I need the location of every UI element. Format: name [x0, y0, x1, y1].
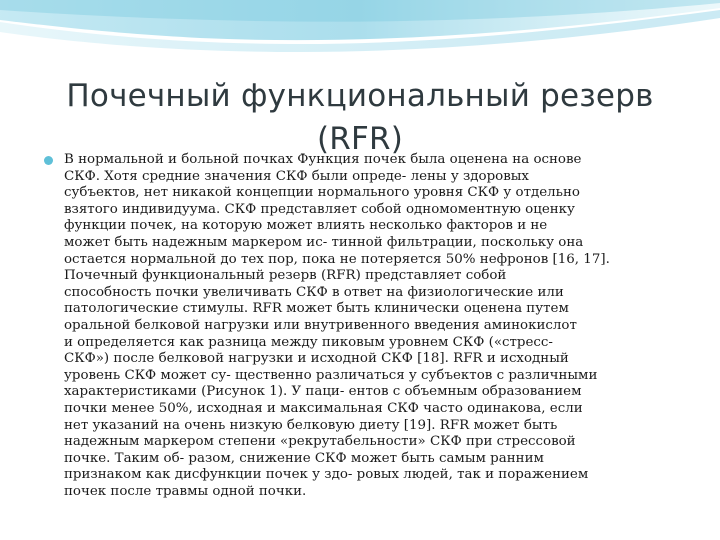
wave-swoosh-icon [0, 0, 720, 60]
body-line: признаком как дисфункции почек у здо- ровых людей, так и поражением [64, 467, 589, 483]
body-line: почек после травмы одной почки. [64, 483, 307, 499]
body-content [44, 152, 692, 500]
body-line: Почечный функциональный резерв (RFR) представляет собой [64, 268, 507, 284]
body-line: взятого индивидуума. СКФ представляет собой одномоментную оценку [64, 201, 575, 217]
body-line: характеристиками (Рисунок 1). У паци- ентов с объемным образованием [64, 384, 582, 400]
body-line: субъектов, нет никакой концепции нормального уровня СКФ у отдельно [64, 185, 580, 201]
bullet-dot-icon [44, 156, 53, 165]
body-line: СКФ») после белковой нагрузки и исходной СКФ [18]. RFR и исходный [64, 351, 569, 367]
body-line: функции почек, на которую может влиять несколько факторов и не [64, 218, 548, 234]
body-line: почке. Таким об- разом, снижение СКФ может быть самым ранним [64, 450, 544, 466]
body-line: патологические стимулы. RFR может быть клинически оценена путем [64, 301, 569, 317]
title-line: (RFR) [316, 120, 404, 157]
body-line: уровень СКФ может су- щественно различаться у субъектов с различными [64, 367, 598, 383]
body-line: почки менее 50%, исходная и максимальная СКФ часто одинакова, если [64, 400, 583, 416]
body-line: СКФ. Хотя средние значения СКФ были опреде- лены у здоровых [64, 168, 529, 184]
body-line: остается нормальной до тех пор, пока не потеряется 50% нефронов [16, 17]. [64, 251, 610, 267]
body-line: оральной белковой нагрузки или внутривенного введения аминокислот [64, 317, 577, 333]
title-line: Почечный функциональный резерв [66, 77, 654, 114]
body-line: может быть надежным маркером ис- тинной фильтрации, поскольку она [64, 234, 584, 250]
slide-title [40, 75, 680, 161]
body-paragraph [64, 152, 692, 500]
body-line: и определяется как разница между пиковым уровнем СКФ («стресс- [64, 334, 553, 350]
body-line: В нормальной и больной почках Функция почек была оценена на основе [64, 152, 582, 167]
body-line: нет указаний на очень низкую белковую диету [19]. RFR может быть [64, 417, 558, 433]
body-line: надежным маркером степени «рекрутабельности» СКФ при стрессовой [64, 434, 576, 450]
body-line: способность почки увеличивать СКФ в ответ на физиологические или [64, 284, 564, 300]
